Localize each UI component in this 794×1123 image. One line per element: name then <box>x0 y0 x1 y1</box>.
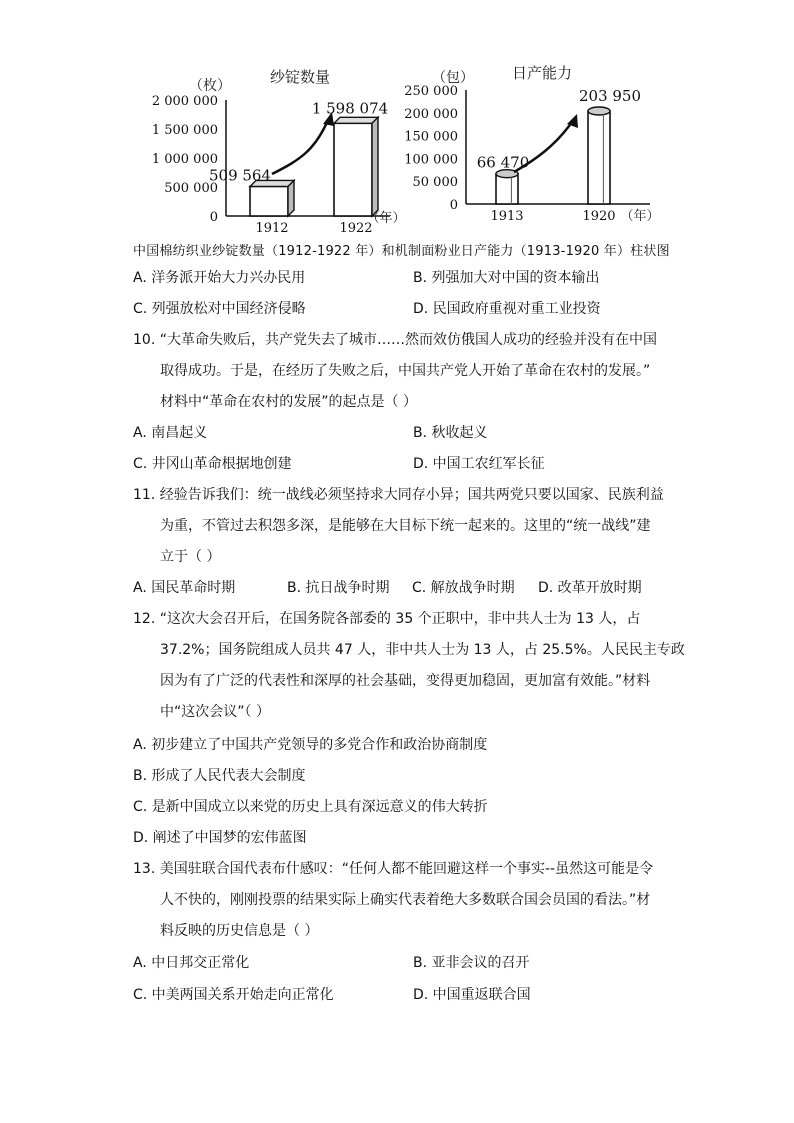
chart-spindles <box>140 60 410 238</box>
q11-option-b[interactable]: B. 抗日战争时期 <box>287 580 390 596</box>
x-tick-labels <box>255 221 372 236</box>
q9-option-b[interactable]: B. 列强加大对中国的资本输出 <box>413 270 600 286</box>
y-tick-label: 250 000 <box>404 84 458 99</box>
q12-option-b[interactable]: B. 形成了人民代表大会制度 <box>133 768 306 784</box>
y-tick-label: 1 500 000 <box>151 123 218 138</box>
bar-1912 <box>250 180 294 216</box>
q12-stem-line-3: 因为有了广泛的代表性和深厚的社会基础，变得更加稳固，更加富有效能。”材料 <box>160 673 651 689</box>
q13-stem-line-3: 料反映的历史信息是（ ） <box>160 923 319 939</box>
y-tick-label: 0 <box>209 210 218 225</box>
y-tick-label: 50 000 <box>412 175 458 191</box>
y-tick-label: 200 000 <box>404 106 458 122</box>
x-tick-label: 1922 <box>339 221 373 236</box>
y-unit-label: （包） <box>432 70 474 86</box>
q13-stem-line-1: 13. 美国驻联合国代表布什感叹：“任何人都不能回避这样一个事实--虽然这可能是令 <box>133 861 654 877</box>
chart-title: 日产能力 <box>511 64 573 82</box>
q9-option-a[interactable]: A. 洋务派开始大力兴办民用 <box>133 270 306 286</box>
q12-option-a[interactable]: A. 初步建立了中国共产党领导的多党合作和政治协商制度 <box>133 737 488 753</box>
y-ticks <box>152 94 218 225</box>
q11-option-d[interactable]: D. 改革开放时期 <box>538 580 642 596</box>
x-unit-label: （年） <box>366 211 406 226</box>
bar-1922 <box>334 117 378 216</box>
q12-option-d[interactable]: D. 阐述了中国梦的宏伟蓝图 <box>133 830 307 846</box>
q13-option-b[interactable]: B. 亚非会议的召开 <box>413 955 530 971</box>
q10-option-b[interactable]: B. 秋收起义 <box>413 425 488 441</box>
value-label: 509 564 <box>208 166 272 185</box>
y-tick-label: 500 000 <box>164 181 218 196</box>
y-tick-label: 0 <box>449 198 458 213</box>
chart-flour-capacity <box>400 60 690 230</box>
bar-1913 <box>496 170 518 204</box>
q11-option-a[interactable]: A. 国民革命时期 <box>133 580 236 596</box>
q11-stem-line-2: 为重，不管过去积怨多深，是能够在大目标下统一起来的。这里的“统一战线”建 <box>160 518 651 534</box>
bar-1920 <box>588 107 610 204</box>
q9-option-c[interactable]: C. 列强放松对中国经济侵略 <box>133 301 306 317</box>
q13-option-d[interactable]: D. 中国重返联合国 <box>413 987 531 1003</box>
q11-stem-line-1: 11. 经验告诉我们：统一战线必须坚持求大同存小异；国共两党只要以国家、民族利益 <box>133 487 664 503</box>
q11-stem-line-3: 立于（ ） <box>160 549 221 565</box>
x-tick-labels <box>490 209 615 224</box>
q13-option-c[interactable]: C. 中美两国关系开始走向正常化 <box>133 987 334 1003</box>
x-tick-label: 1912 <box>255 221 289 236</box>
chart-title: 纱锭数量 <box>269 68 331 86</box>
y-unit-label: （枚） <box>189 78 231 94</box>
q12-option-c[interactable]: C. 是新中国成立以来党的历史上具有深远意义的伟大转折 <box>133 799 488 815</box>
y-tick-label: 150 000 <box>404 129 458 145</box>
value-labels <box>477 87 641 172</box>
q10-stem-line-3: 材料中“革命在农村的发展”的起点是（ ） <box>160 394 417 410</box>
y-ticks <box>404 84 458 213</box>
q10-option-a[interactable]: A. 南昌起义 <box>133 425 208 441</box>
value-label: 1 598 074 <box>311 99 389 118</box>
value-label: 66 470 <box>476 153 530 172</box>
y-tick-label: 100 000 <box>404 152 458 168</box>
y-tick-label: 2 000 000 <box>151 94 218 109</box>
q13-stem-line-2: 人不快的，刚刚投票的结果实际上确实代表着绝大多数联合国会员国的看法。”材 <box>160 892 651 908</box>
x-tick-label: 1913 <box>490 209 524 224</box>
q10-option-c[interactable]: C. 井冈山革命根据地创建 <box>133 456 292 472</box>
growth-arrow <box>272 120 328 174</box>
q10-stem-line-1: 10. “大革命失败后，共产党失去了城市……然而效仿俄国人成功的经验并没有在中国 <box>133 332 657 348</box>
y-tick-label: 1 000 000 <box>151 152 218 167</box>
value-label: 203 950 <box>578 86 642 105</box>
q10-stem-line-2: 取得成功。于是，在经历了失败之后，中国共产党人开始了革命在农村的发展。” <box>160 363 651 379</box>
q12-stem-line-4: 中“这次会议”（ ） <box>160 704 270 720</box>
q9-option-d[interactable]: D. 民国政府重视对重工业投资 <box>413 301 601 317</box>
q10-option-d[interactable]: D. 中国工农红军长征 <box>413 456 545 472</box>
q11-option-c[interactable]: C. 解放战争时期 <box>412 580 515 596</box>
x-unit-label: （年） <box>620 209 660 224</box>
q12-stem-line-2: 37.2%；国务院组成人员共 47 人，非中共人士为 13 人，占 25.5%。人民民主专政 <box>160 642 685 658</box>
q12-stem-line-1: 12. “这次大会召开后，在国务院各部委的 35 个正职中，非中共人士为 13 人，占 <box>133 611 641 627</box>
q13-option-a[interactable]: A. 中日邦交正常化 <box>133 955 250 971</box>
x-tick-label: 1920 <box>582 209 616 224</box>
chart-caption: 中国棉纺织业纱锭数量（1912-1922 年）和机制面粉业日产能力（1913-1920 年）柱状图 <box>133 244 670 259</box>
